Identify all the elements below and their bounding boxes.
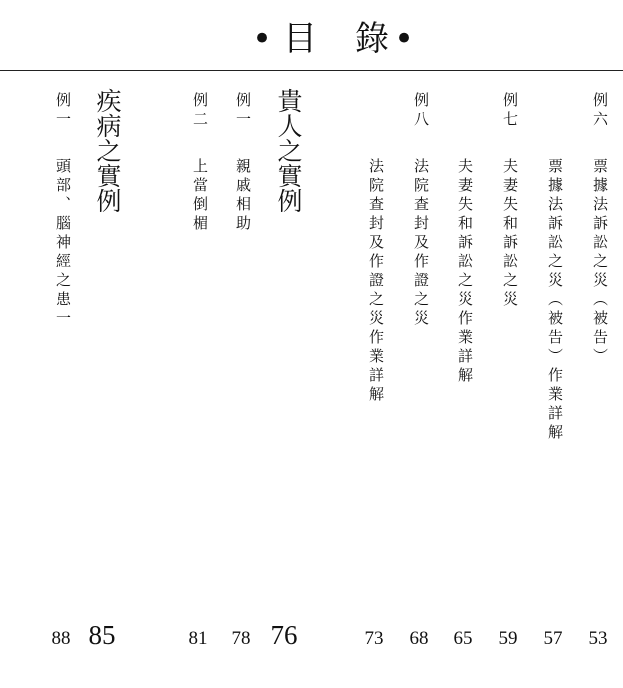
toc-entry-page: 59	[498, 628, 518, 649]
title-bullet-right: •	[394, 19, 415, 59]
section-page: 85	[88, 620, 116, 650]
toc-entry-title: 親戚相助	[234, 158, 252, 234]
toc-entry-label: 例八	[412, 92, 430, 130]
toc-entry-page: 78	[231, 628, 251, 649]
title-char-mu: 目	[283, 19, 317, 59]
section-heading: 貴人之實例	[274, 88, 303, 213]
toc-entry-page: 65	[453, 628, 473, 649]
section-page: 76	[270, 620, 298, 650]
toc-entry-title: 上當倒楣	[191, 158, 209, 234]
title-bullet-left: •	[252, 19, 273, 59]
page-title	[0, 14, 623, 64]
toc-entry-title: 票據法訴訟之災（被告）作業詳解	[546, 158, 564, 443]
toc-entry-page: 73	[364, 628, 384, 649]
toc-entry-label: 例七	[501, 92, 519, 130]
toc-entry-label: 例六	[591, 92, 609, 130]
toc-entry-title: 票據法訴訟之災（被告）	[591, 158, 609, 367]
title-char-lu: 錄	[355, 19, 389, 59]
toc-entry-title: 夫妻失和訴訟之災	[501, 158, 519, 310]
section-heading: 疾病之實例	[93, 88, 122, 213]
toc-entry-page: 68	[409, 628, 429, 649]
toc-entry-label: 例二	[191, 92, 209, 130]
toc-entry-label: 例一	[234, 92, 252, 130]
toc-entry-page: 53	[588, 628, 608, 649]
toc-entry-page: 88	[51, 628, 71, 649]
toc-entry-page: 57	[543, 628, 563, 649]
toc-entry-label: 例一	[54, 92, 72, 130]
toc-entry-title: 法院查封及作證之災	[412, 158, 430, 329]
toc-entry-title: 夫妻失和訴訟之災作業詳解	[456, 158, 474, 386]
toc-entry-title: 頭部、腦神經之患一	[54, 158, 72, 329]
toc-entry-page: 81	[188, 628, 208, 649]
toc-entry-title: 法院查封及作證之災作業詳解	[367, 158, 385, 405]
header-rule	[0, 70, 623, 71]
